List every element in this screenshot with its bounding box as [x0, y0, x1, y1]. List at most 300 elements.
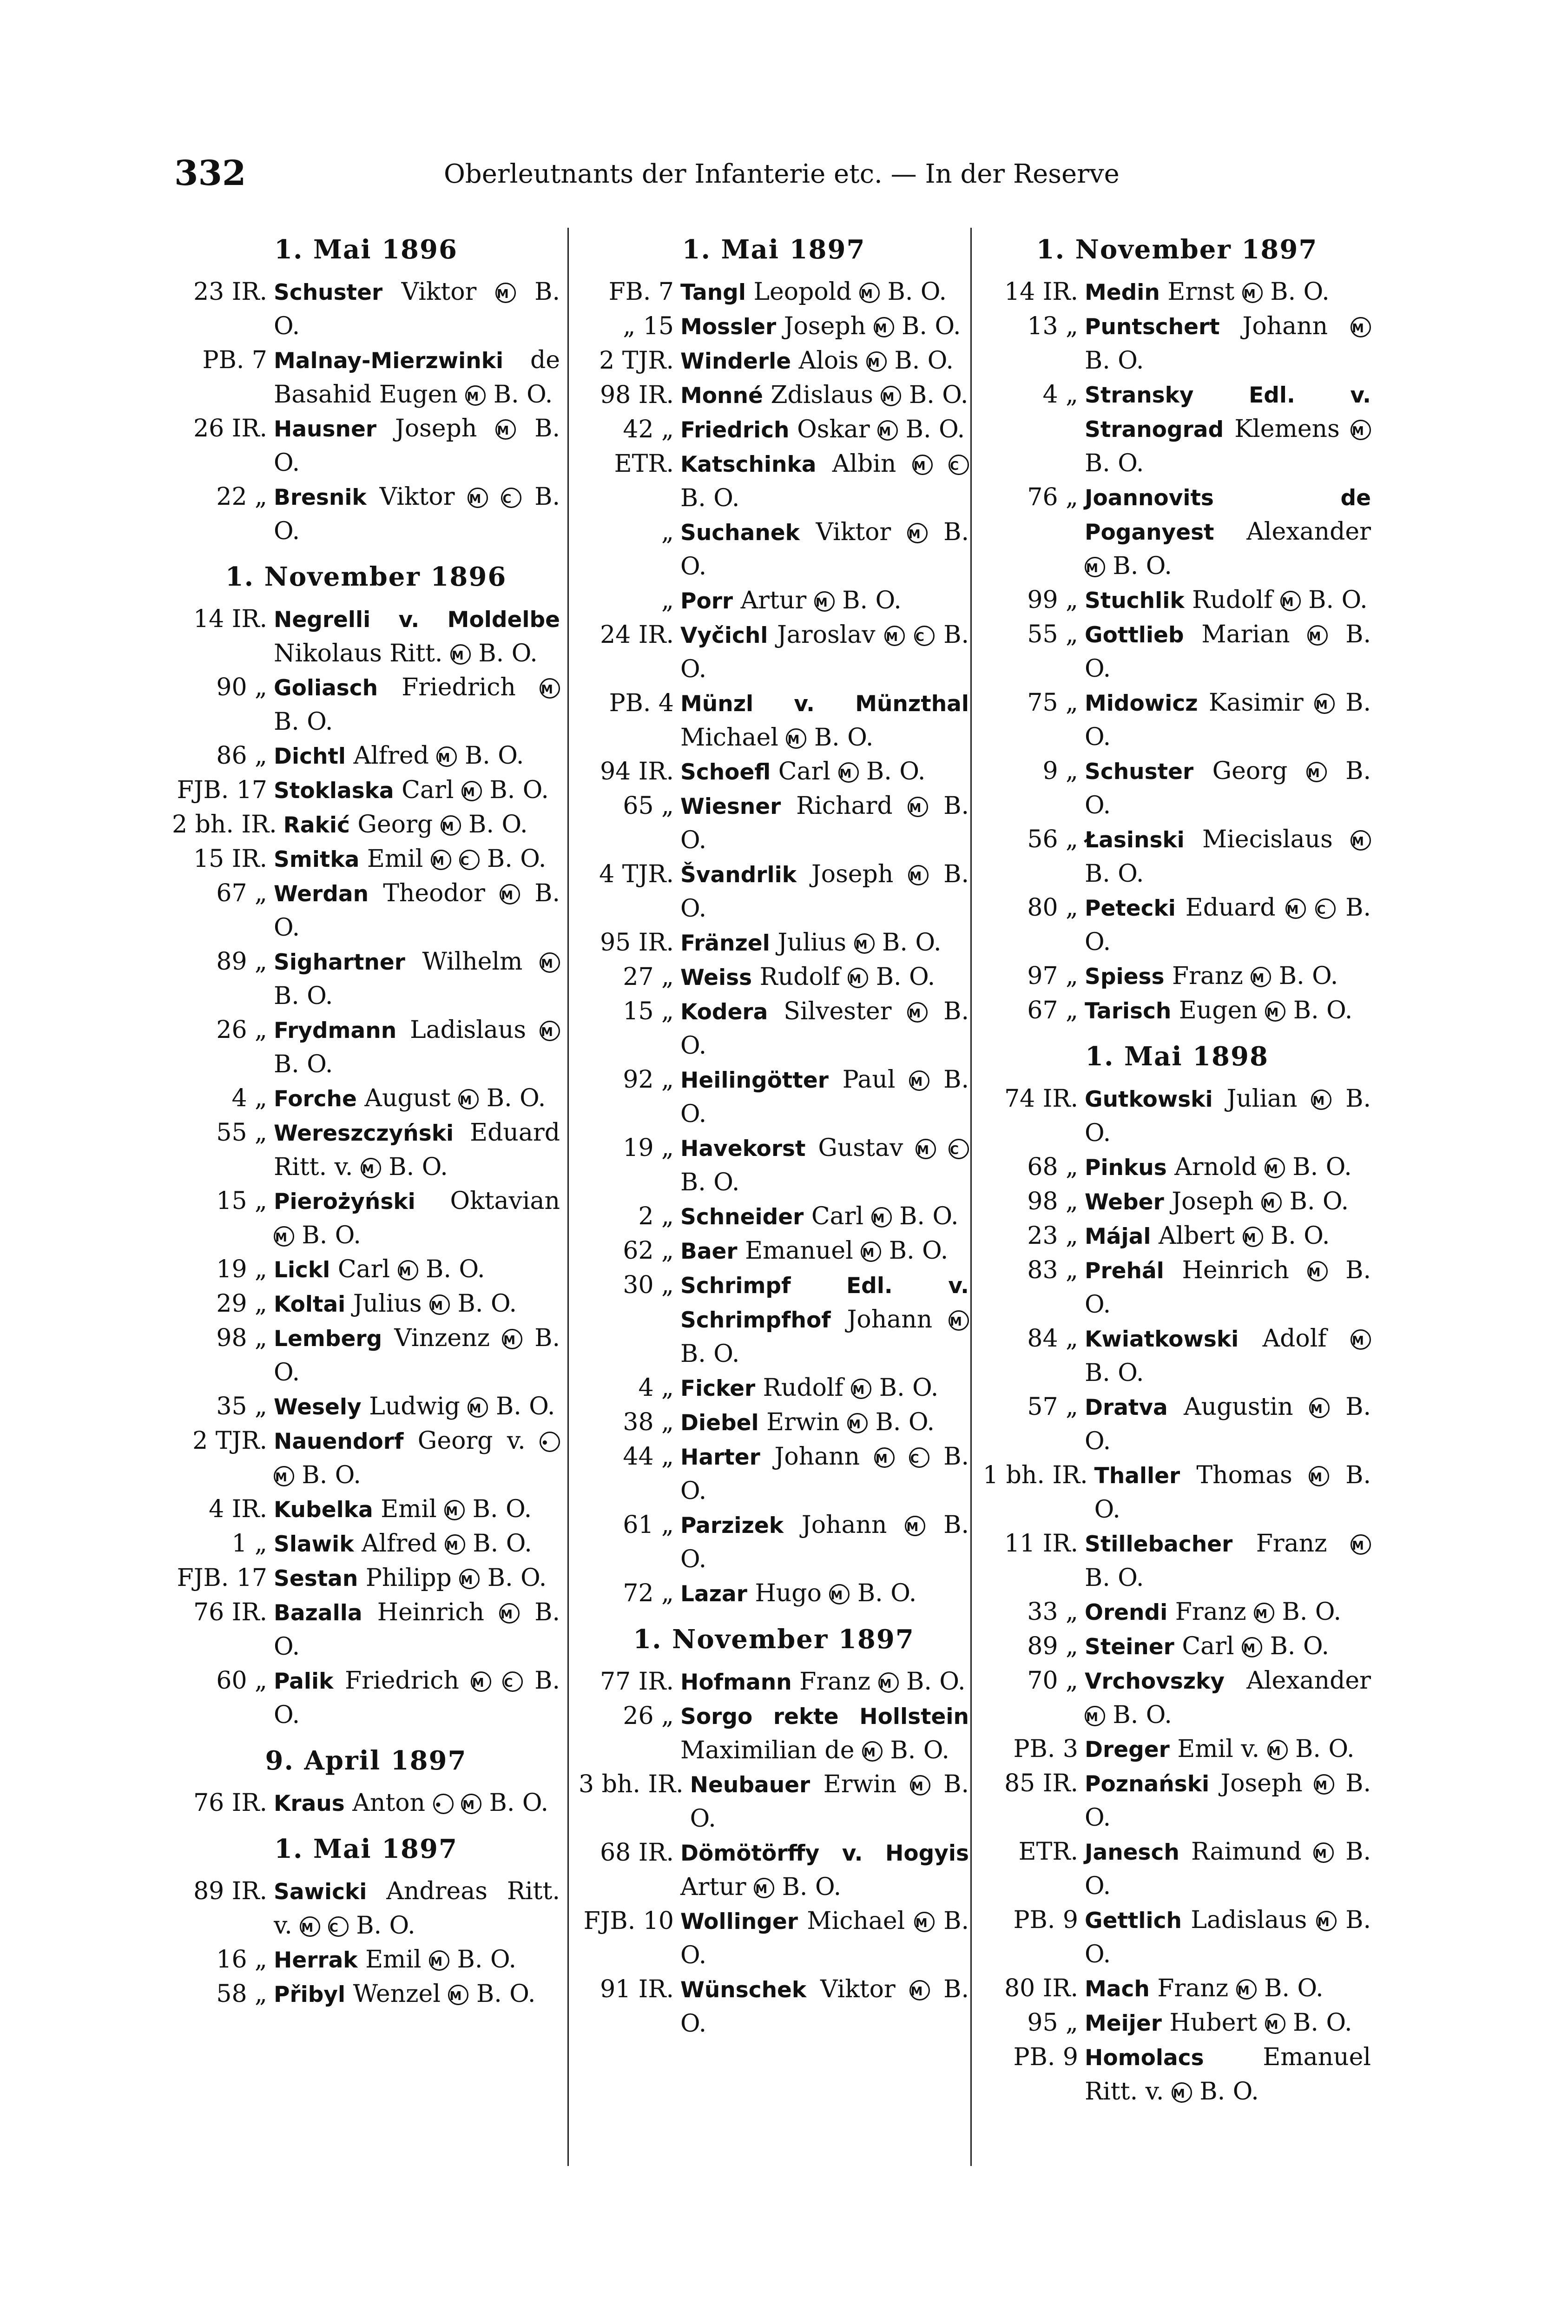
column-2	[579, 232, 969, 2041]
unit-reference: 55 „	[1027, 621, 1078, 648]
officer-surname: Wünschek	[680, 1977, 807, 2003]
entry-text: Negrelli v. Moldelbe Nikolaus Ritt. M B. O.	[274, 607, 560, 667]
entry-text: Schneider Carl M B. O.	[680, 1202, 959, 1230]
officer-surname: Dratva	[1085, 1395, 1168, 1420]
entry-text: Stuchlik Rudolf M B. O.	[1085, 586, 1368, 614]
entry-text: Tarisch Eugen M B. O.	[1085, 997, 1353, 1024]
officer-surname: Dreger	[1085, 1737, 1170, 1763]
entry-text: Frydmann Ladislaus M B. O.	[274, 1013, 560, 1082]
section-heading: 1. Mai 1898	[1085, 1041, 1269, 1072]
register-entry	[983, 310, 1371, 378]
unit-reference: 56 „	[1027, 825, 1078, 853]
entry-text: Łasinski Miecislaus M B. O.	[1085, 823, 1371, 891]
register-entry	[579, 413, 969, 447]
page-title: Oberleutnants der Infanterie etc. — In der Reserve	[444, 159, 1120, 189]
unit-reference: 23 „	[1027, 1222, 1078, 1250]
officer-surname: Stoklaska	[274, 778, 394, 804]
medal-m-icon: M	[905, 1516, 925, 1536]
unit-reference: 72 „	[623, 1579, 674, 1607]
officer-surname: Mach	[1085, 1976, 1150, 2002]
register-entry	[579, 789, 969, 858]
unit-reference: 92 „	[623, 1066, 674, 1094]
medal-m-icon: M	[1307, 625, 1328, 646]
unit-reference: ETR.	[1018, 1838, 1078, 1866]
officer-surname: Mossler	[680, 314, 777, 340]
medal-m-icon: M	[877, 420, 898, 441]
unit-reference: 4 „	[231, 1084, 267, 1112]
entry-text: Přibyl Wenzel M B. O.	[274, 1980, 536, 2008]
entry-text: Diebel Erwin M B. O.	[680, 1408, 935, 1436]
register-entry	[983, 1322, 1371, 1390]
register-entry	[172, 1527, 560, 1561]
officer-surname: Homolacs	[1085, 2045, 1204, 2071]
register-entry	[983, 1732, 1371, 1767]
unit-reference: 89 „	[1027, 1632, 1078, 1660]
register-entry	[983, 481, 1371, 583]
officer-surname: Švandrlik	[680, 862, 797, 888]
register-entry	[172, 1977, 560, 2012]
unit-reference: 22 „	[216, 483, 267, 511]
entry-text: Májal Albert M B. O.	[1085, 1222, 1330, 1250]
entry-text: Herrak Emil M B. O.	[274, 1946, 517, 1974]
officer-surname: Joannovits de Poganyest	[1085, 485, 1371, 545]
medal-m-icon: M	[495, 419, 516, 440]
unit-reference: 15 „	[216, 1187, 267, 1215]
officer-surname: Katschinka	[680, 452, 817, 477]
officer-surname: Weiss	[680, 965, 752, 990]
officer-surname: Frydmann	[274, 1018, 397, 1043]
dot-circle-icon: •	[540, 1432, 560, 1452]
officer-surname: Monné	[680, 383, 763, 409]
entry-text: Dratva Augustin M B. O.	[1085, 1393, 1371, 1455]
medal-m-icon: M	[1314, 693, 1335, 714]
entry-text: Forche August M B. O.	[274, 1084, 546, 1112]
unit-reference: 74 IR.	[1004, 1085, 1078, 1113]
unit-reference: 27 „	[623, 963, 674, 991]
entry-text: Wünschek Viktor M B. O.	[680, 1975, 969, 2038]
officer-surname: Pierożyński	[274, 1189, 415, 1215]
entry-text: Mossler Joseph M B. O.	[680, 312, 961, 340]
entry-text: Stillebacher Franz M B. O.	[1085, 1527, 1371, 1595]
entry-text: Mach Franz M B. O.	[1085, 1974, 1324, 2002]
officer-surname: Forche	[274, 1086, 357, 1112]
entry-text: Winderle Alois M B. O.	[680, 347, 954, 375]
medal-m-icon: M	[907, 523, 928, 543]
register-entry	[983, 754, 1371, 823]
entry-text: Orendi Franz M B. O.	[1085, 1598, 1342, 1626]
officer-surname: Slawik	[274, 1532, 354, 1557]
entry-text: Janesch Raimund M B. O.	[1085, 1838, 1371, 1900]
medal-m-icon: M	[861, 1241, 881, 1262]
medal-m-icon: M	[300, 1916, 320, 1937]
entry-text: Hofmann Franz M B. O.	[680, 1668, 966, 1696]
entry-text: Rakić Georg M B. O.	[283, 811, 528, 838]
medal-m-icon: M	[908, 797, 928, 817]
register-entry	[579, 960, 969, 995]
unit-reference: 35 „	[216, 1393, 267, 1420]
register-entry	[579, 1904, 969, 1973]
officer-surname: Sestan	[274, 1566, 358, 1591]
unit-reference: 4 „	[638, 1374, 674, 1402]
unit-reference: 15 „	[623, 997, 674, 1025]
entry-text: Slawik Alfred M B. O.	[274, 1530, 532, 1558]
unit-reference: 30 „	[623, 1271, 674, 1299]
medal-m-icon: M	[914, 1912, 935, 1932]
unit-reference: FB. 7	[608, 278, 674, 306]
medal-m-icon: M	[429, 1294, 450, 1315]
register-entry	[579, 344, 969, 378]
officer-surname: Tangl	[680, 280, 746, 305]
register-entry	[983, 1664, 1371, 1732]
register-entry	[172, 1287, 560, 1321]
register-entry	[172, 945, 560, 1013]
register-entry	[579, 1371, 969, 1406]
officer-surname: Sorgo rekte Hollstein	[680, 1704, 969, 1730]
entry-text: Meijer Hubert M B. O.	[1085, 2009, 1352, 2037]
unit-reference: 97 „	[1027, 962, 1078, 990]
entry-text: Parzizek Johann M B. O.	[680, 1511, 969, 1573]
entry-text: Steiner Carl M B. O.	[1085, 1632, 1330, 1660]
medal-m-icon: M	[838, 762, 859, 783]
officer-surname: Gutkowski	[1085, 1087, 1213, 1112]
medal-m-icon: M	[881, 386, 901, 406]
entry-text: Pierożyński Oktavian M B. O.	[274, 1187, 560, 1249]
unit-reference: 3 bh. IR.	[579, 1770, 684, 1798]
officer-surname: Malnay-Mierzwinki	[274, 348, 504, 374]
unit-reference: 86 „	[216, 742, 267, 770]
medal-m-icon: M	[274, 1466, 294, 1486]
officer-surname: Schuster	[274, 280, 383, 305]
entry-text: Hausner Joseph M B. O.	[274, 415, 560, 477]
medal-m-icon: M	[458, 1089, 479, 1109]
officer-surname: Kubelka	[274, 1497, 373, 1523]
officer-surname: Hofmann	[680, 1670, 792, 1695]
register-entry	[172, 1664, 560, 1732]
entry-text: Schuster Viktor M B. O.	[274, 278, 560, 340]
entry-text: Katschinka Albin M C B. O.	[680, 447, 969, 515]
register-entry	[172, 1943, 560, 1977]
unit-reference: FJB. 17	[177, 1564, 267, 1592]
officer-surname: Harter	[680, 1445, 760, 1470]
entry-text: Friedrich Oskar M B. O.	[680, 416, 965, 443]
cross-c-icon: C	[914, 626, 935, 646]
medal-m-icon: M	[754, 1878, 774, 1898]
medal-m-icon: M	[1085, 1706, 1105, 1726]
register-entry	[172, 602, 560, 671]
register-entry	[579, 995, 969, 1063]
unit-reference: „	[661, 518, 674, 546]
register-entry	[579, 1768, 969, 1836]
medal-m-icon: M	[907, 1002, 928, 1023]
register-entry	[172, 1424, 560, 1492]
medal-m-icon: M	[884, 626, 905, 646]
register-entry	[983, 1185, 1371, 1219]
officer-surname: Baer	[680, 1239, 738, 1264]
officer-surname: Lickl	[274, 1257, 330, 1283]
officer-surname: Vrchovszky	[1085, 1669, 1225, 1694]
unit-reference: 68 IR.	[600, 1839, 674, 1867]
entry-text: Schuster Georg M B. O.	[1085, 757, 1371, 819]
officer-surname: Parzizek	[680, 1513, 784, 1538]
officer-surname: Diebel	[680, 1410, 759, 1436]
medal-m-icon: M	[436, 746, 457, 767]
officer-surname: Porr	[680, 588, 733, 614]
register-entry	[983, 1459, 1371, 1527]
officer-surname: Petecki	[1085, 896, 1176, 921]
cross-c-icon: C	[949, 1139, 969, 1159]
register-entry	[172, 1561, 560, 1596]
register-entry	[579, 1200, 969, 1234]
register-entry	[983, 959, 1371, 994]
unit-reference: 29 „	[216, 1290, 267, 1318]
unit-reference: ETR.	[614, 450, 674, 478]
register-entry	[983, 994, 1371, 1028]
medal-m-icon: M	[540, 678, 560, 699]
entry-text: Poznański Joseph M B. O.	[1085, 1769, 1371, 1832]
register-entry	[579, 378, 969, 413]
officer-surname: Rakić	[283, 812, 350, 838]
unit-reference: 67 „	[216, 879, 267, 907]
register-entry	[579, 275, 969, 310]
officer-surname: Goliasch	[274, 675, 378, 701]
entry-text: Midowicz Kasimir M B. O.	[1085, 689, 1371, 751]
medal-m-icon: M	[468, 1397, 488, 1418]
officer-surname: Stransky Edl. v. Stranograd	[1085, 383, 1371, 442]
register-entry	[172, 412, 560, 480]
medal-m-icon: M	[910, 1775, 930, 1796]
officer-surname: Puntschert	[1085, 314, 1220, 340]
medal-m-icon: M	[471, 1671, 491, 1692]
unit-reference: 55 „	[216, 1119, 267, 1147]
unit-reference: 67 „	[1027, 997, 1078, 1024]
medal-m-icon: M	[1265, 1158, 1285, 1178]
unit-reference: 1 „	[231, 1530, 267, 1558]
register-entry	[983, 378, 1371, 481]
unit-reference: FJB. 17	[177, 776, 267, 804]
unit-reference: 57 „	[1027, 1393, 1078, 1421]
officer-surname: Ficker	[680, 1376, 756, 1401]
officer-surname: Bresnik	[274, 485, 367, 510]
unit-reference: 13 „	[1027, 312, 1078, 340]
officer-surname: Nauendorf	[274, 1429, 404, 1454]
medal-m-icon: M	[786, 728, 806, 749]
unit-reference: PB. 4	[609, 689, 674, 717]
medal-m-icon: M	[429, 1950, 449, 1971]
register-entry	[172, 1253, 560, 1287]
officer-surname: Suchanek	[680, 520, 800, 546]
officer-surname: Prehál	[1085, 1258, 1164, 1284]
medal-m-icon: M	[1311, 1089, 1331, 1110]
section-heading: 1. Mai 1897	[682, 234, 866, 265]
entry-text: Heilingötter Paul M B. O.	[680, 1066, 969, 1128]
unit-reference: 76 IR.	[193, 1598, 267, 1626]
medal-m-icon: M	[1306, 762, 1327, 782]
medal-m-icon: M	[465, 385, 486, 406]
column-1	[172, 232, 560, 2012]
officer-surname: Přibyl	[274, 1982, 346, 2007]
register-entry	[172, 773, 560, 808]
register-entry	[172, 1116, 560, 1184]
unit-reference: 85 IR.	[1004, 1769, 1078, 1797]
medal-m-icon: M	[459, 1569, 480, 1589]
entry-text: Wesely Ludwig M B. O.	[274, 1393, 555, 1420]
unit-reference: PB. 7	[202, 346, 267, 374]
medal-m-icon: M	[1172, 2082, 1192, 2103]
cross-c-icon: C	[328, 1916, 349, 1937]
unit-reference: 42 „	[623, 416, 674, 443]
column-divider	[567, 228, 569, 2166]
unit-reference: 83 „	[1027, 1256, 1078, 1284]
medal-m-icon: M	[1251, 967, 1271, 987]
officer-surname: Bazalla	[274, 1600, 362, 1626]
entry-text: Werdan Theodor M B. O.	[274, 879, 560, 942]
officer-surname: Werdan	[274, 881, 369, 907]
register-entry	[172, 1184, 560, 1253]
officer-surname: Sawicki	[274, 1879, 367, 1905]
cross-c-icon: C	[501, 488, 521, 508]
register-entry	[172, 739, 560, 773]
entry-text: Puntschert Johann M B. O.	[1085, 310, 1371, 378]
officer-surname: Májal	[1085, 1224, 1151, 1249]
entry-text: Prehál Heinrich M B. O.	[1085, 1256, 1371, 1319]
unit-reference: 60 „	[216, 1667, 267, 1695]
officer-surname: Dömötörffy v. Hogyis	[680, 1841, 969, 1866]
officer-surname: Kraus	[274, 1791, 345, 1816]
entry-text: Goliasch Friedrich M B. O.	[274, 671, 560, 739]
officer-surname: Friedrich	[680, 417, 790, 443]
officer-surname: Fränzel	[680, 931, 770, 956]
unit-reference: „	[661, 587, 674, 614]
cross-c-icon: C	[949, 455, 969, 475]
officer-surname: Herrak	[274, 1948, 358, 1973]
officer-surname: Negrelli v. Moldelbe	[274, 607, 560, 633]
medal-m-icon: M	[500, 884, 520, 905]
medal-m-icon: M	[854, 933, 875, 954]
unit-reference: PB. 3	[1013, 1735, 1078, 1763]
medal-m-icon: M	[1085, 557, 1105, 577]
entry-text: Wollinger Michael M B. O.	[680, 1907, 969, 1969]
register-entry	[983, 1390, 1371, 1459]
register-entry	[983, 823, 1371, 891]
medal-m-icon: M	[829, 1584, 850, 1604]
entry-text: Bresnik Viktor M C B. O.	[274, 483, 560, 545]
officer-surname: Havekorst	[680, 1136, 806, 1162]
register-entry	[172, 343, 560, 412]
officer-surname: Thaller	[1094, 1463, 1180, 1489]
medal-m-icon: M	[1261, 1192, 1282, 1213]
unit-reference: 11 IR.	[1004, 1530, 1078, 1558]
entry-text: Kwiatkowski Adolf M B. O.	[1085, 1322, 1371, 1390]
officer-surname: Stillebacher	[1085, 1532, 1233, 1557]
register-entry	[983, 1254, 1371, 1322]
unit-reference: 90 „	[216, 673, 267, 701]
unit-reference: 98 IR.	[600, 381, 674, 409]
entry-text: Baer Emanuel M B. O.	[680, 1237, 949, 1265]
entry-text: Joannovits de Poganyest Alexander M B. O.	[1085, 485, 1371, 580]
entry-text: Lemberg Vinzenz M B. O.	[274, 1324, 560, 1386]
entry-text: Vrchovszky Alexander M B. O.	[1085, 1667, 1371, 1729]
register-entry	[983, 2040, 1371, 2109]
officer-surname: Dichtl	[274, 744, 346, 769]
unit-reference: 16 „	[216, 1946, 267, 1974]
medal-m-icon: M	[499, 1603, 520, 1624]
unit-reference: 9 „	[1042, 757, 1078, 785]
section-heading: 1. November 1897	[633, 1624, 915, 1655]
entry-text: Kodera Silvester M B. O.	[680, 997, 969, 1060]
cross-c-icon: C	[1315, 898, 1336, 919]
medal-m-icon: M	[468, 488, 488, 508]
unit-reference: 95 „	[1027, 2009, 1078, 2037]
medal-m-icon: M	[949, 1310, 969, 1331]
medal-m-icon: M	[540, 952, 560, 973]
unit-reference: 26 „	[216, 1016, 267, 1044]
medal-m-icon: M	[1242, 1637, 1262, 1657]
register-entry	[579, 1268, 969, 1371]
officer-surname: Kwiatkowski	[1085, 1327, 1239, 1352]
register-entry	[579, 858, 969, 926]
officer-surname: Weber	[1085, 1189, 1164, 1215]
unit-reference: 70 „	[1027, 1667, 1078, 1695]
medal-m-icon: M	[1314, 1774, 1334, 1795]
medal-m-icon: M	[878, 1672, 899, 1693]
officer-surname: Wiesner	[680, 794, 781, 819]
entry-text: Wereszczyński Eduard Ritt. v. M B. O.	[274, 1119, 560, 1181]
medal-m-icon: M	[1351, 1329, 1371, 1350]
unit-reference: 91 IR.	[600, 1975, 674, 2003]
officer-surname: Łasinski	[1085, 827, 1185, 853]
medal-m-icon: M	[1285, 898, 1306, 919]
register-entry	[983, 1972, 1371, 2006]
entry-text: Schoefl Carl M B. O.	[680, 758, 926, 786]
register-entry	[579, 1699, 969, 1768]
unit-reference: 84 „	[1027, 1325, 1078, 1353]
entry-text: Neubauer Erwin M B. O.	[690, 1770, 969, 1833]
entry-text: Malnay-Mierzwinki de Basahid Eugen M B. O.	[274, 346, 560, 409]
register-entry	[579, 1406, 969, 1440]
register-entry	[172, 1013, 560, 1082]
register-entry	[579, 1973, 969, 2041]
register-entry	[172, 480, 560, 548]
register-entry	[983, 1630, 1371, 1664]
section-heading: 1. November 1896	[225, 561, 507, 592]
unit-reference: 4 TJR.	[599, 860, 674, 888]
unit-reference: PB. 9	[1013, 1906, 1078, 1934]
medal-m-icon: M	[851, 1379, 871, 1399]
medal-m-icon: M	[361, 1158, 381, 1178]
medal-m-icon: M	[495, 283, 516, 303]
entry-text: Medin Ernst M B. O.	[1085, 278, 1330, 306]
medal-m-icon: M	[444, 1500, 465, 1520]
medal-m-icon: M	[461, 781, 482, 801]
officer-surname: Spiess	[1085, 964, 1165, 990]
entry-text: Suchanek Viktor M B. O.	[680, 518, 969, 581]
register-entry	[579, 1063, 969, 1131]
unit-reference: 65 „	[623, 792, 674, 820]
register-entry	[579, 584, 969, 618]
section-heading: 1. Mai 1896	[274, 234, 458, 265]
officer-surname: Lemberg	[274, 1326, 382, 1352]
register-entry	[172, 1596, 560, 1664]
unit-reference: 77 IR.	[600, 1668, 674, 1696]
register-entry	[172, 1786, 560, 1821]
medal-m-icon: M	[274, 1226, 294, 1247]
unit-reference: 2 TJR.	[599, 347, 674, 375]
officer-surname: Palik	[274, 1669, 334, 1694]
entry-text: Homolacs Emanuel Ritt. v. M B. O.	[1085, 2043, 1371, 2106]
medal-m-icon: M	[450, 644, 471, 665]
medal-m-icon: M	[862, 1741, 883, 1762]
medal-m-icon: M	[814, 591, 835, 612]
